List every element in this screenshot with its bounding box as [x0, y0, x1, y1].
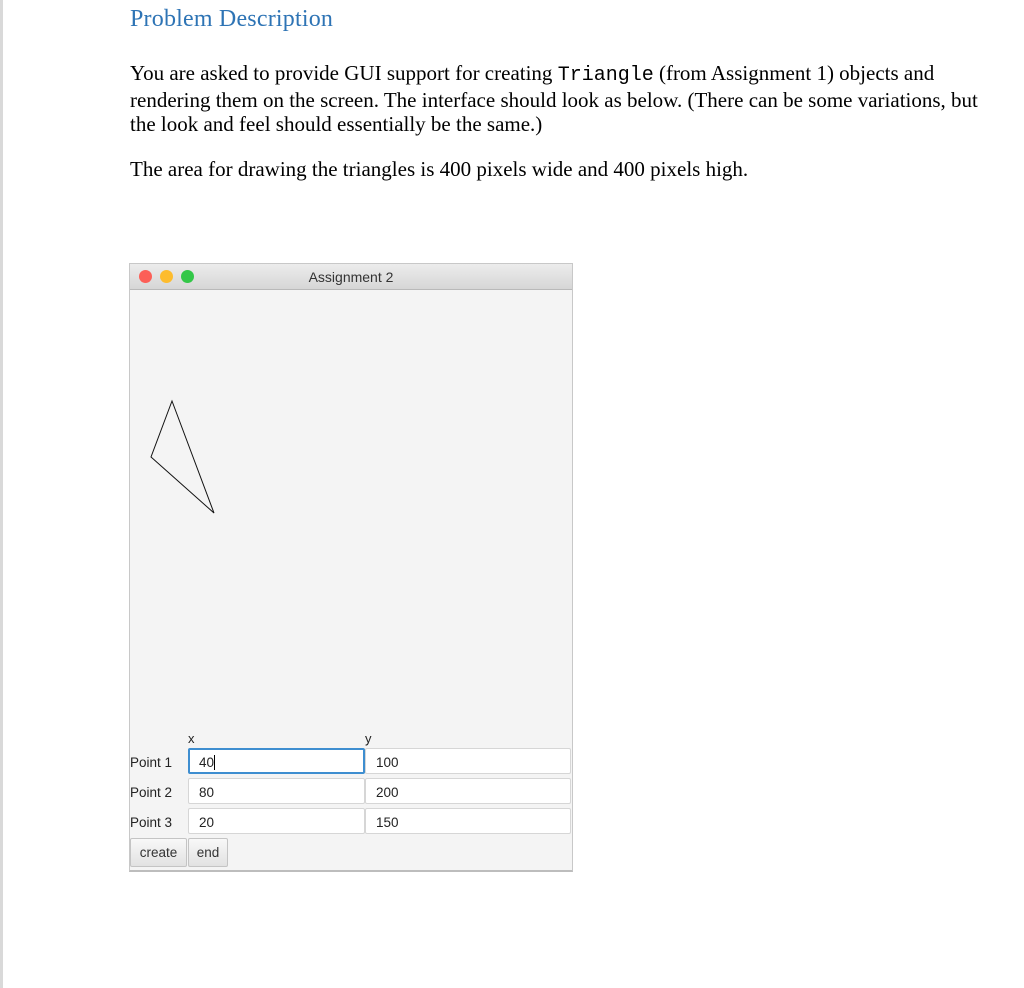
point-3-label: Point 3	[130, 815, 173, 830]
paragraph-text-after: (from Assignment 1) objects and rendering them on the screen. The interface should look as below. (There can be some variations, but the look and feel should essentially be the same.)	[130, 61, 978, 136]
end-button[interactable]: end	[188, 838, 228, 867]
description-paragraph	[130, 61, 990, 136]
point-2-label: Point 2	[130, 785, 173, 800]
x-column-label: x	[188, 731, 195, 746]
point-1-x-input[interactable]	[188, 748, 365, 774]
page-left-border	[0, 0, 3, 988]
point-3-x-value: 20	[199, 815, 215, 830]
point-1-label: Point 1	[130, 755, 173, 770]
app-window	[129, 263, 573, 872]
point-1-y-input[interactable]	[365, 748, 571, 774]
y-column-label: y	[365, 731, 372, 746]
window-title: Assignment 2	[308, 269, 394, 285]
drawing-canvas[interactable]	[130, 290, 572, 730]
point-3-y-value: 150	[376, 815, 399, 830]
point-1-y-value: 100	[376, 755, 399, 770]
point-3-y-input[interactable]	[365, 808, 571, 834]
point-2-x-value: 80	[199, 785, 215, 800]
create-button[interactable]: create	[130, 838, 187, 867]
code-triangle: Triangle	[557, 64, 654, 87]
point-1-x-value: 40	[199, 755, 215, 770]
canvas-size-paragraph: The area for drawing the triangles is 400 pixels wide and 400 pixels high.	[130, 157, 749, 181]
triangle-shape	[151, 401, 214, 513]
section-heading: Problem Description	[130, 6, 334, 32]
window-titlebar[interactable]	[130, 264, 572, 290]
point-2-y-input[interactable]	[365, 778, 571, 804]
point-2-x-input[interactable]	[188, 778, 365, 804]
paragraph-text-before: You are asked to provide GUI support for creating	[130, 61, 558, 85]
text-caret	[214, 755, 215, 770]
point-2-y-value: 200	[376, 785, 399, 800]
point-3-x-input[interactable]	[188, 808, 365, 834]
